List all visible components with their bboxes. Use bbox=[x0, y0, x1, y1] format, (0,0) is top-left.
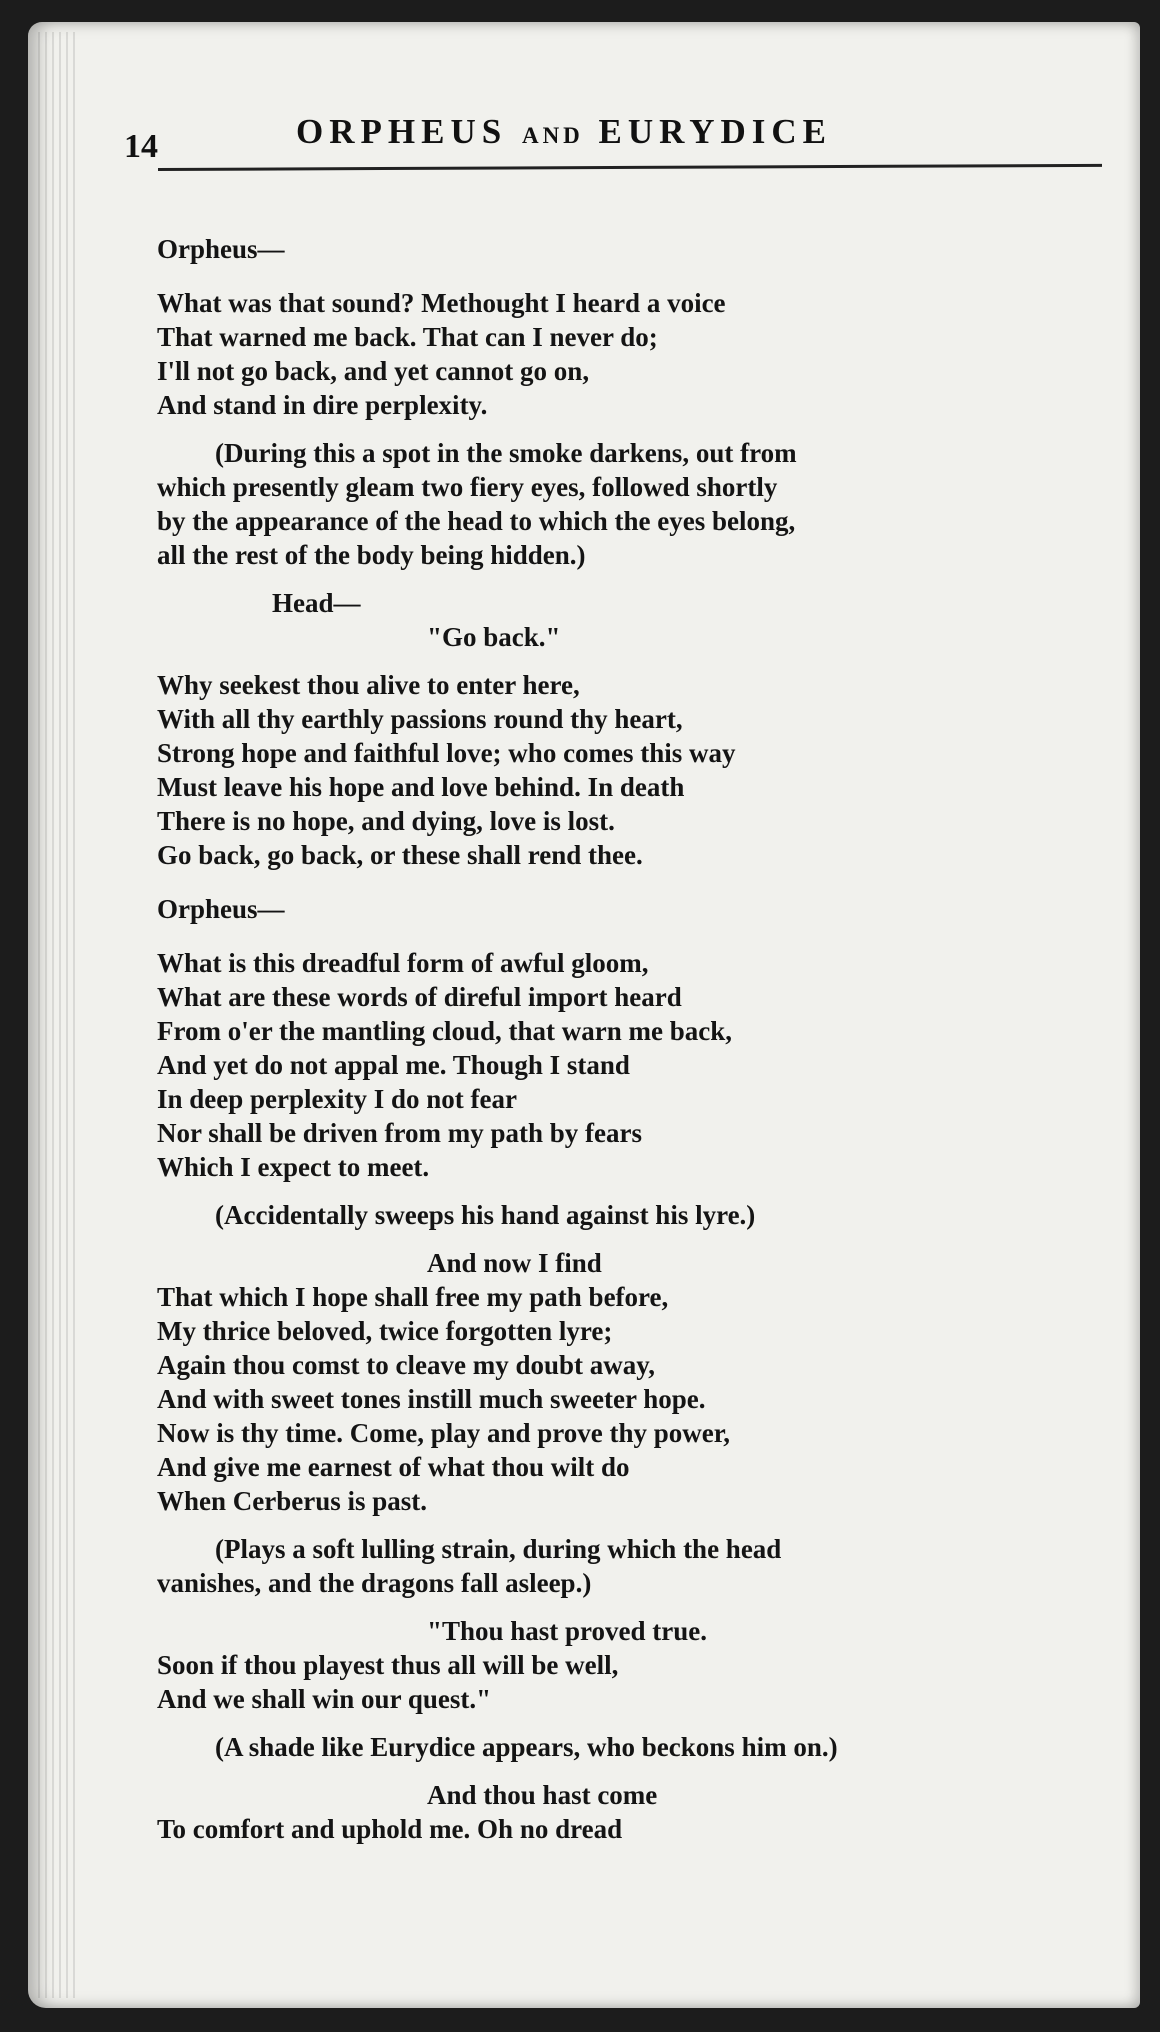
verse-line: From o'er the mantling cloud, that warn me back, bbox=[157, 1016, 732, 1046]
stage-direction: (Accidentally sweeps his hand against his lyre.) bbox=[215, 1200, 756, 1230]
verse-line: Go back, go back, or these shall rend thee. bbox=[157, 840, 643, 870]
verse-line: And give me earnest of what thou wilt do bbox=[157, 1452, 630, 1482]
verse-line: To comfort and uphold me. Oh no dread bbox=[157, 1814, 623, 1844]
running-header bbox=[124, 108, 1104, 168]
verse-line: Which I expect to meet. bbox=[157, 1152, 430, 1182]
speaker-orpheus: Orpheus— bbox=[157, 894, 285, 924]
speaker-orpheus: Orpheus— bbox=[157, 234, 285, 264]
half-line: And thou hast come bbox=[427, 1780, 658, 1810]
verse-line: With all thy earthly passions round thy heart, bbox=[157, 704, 683, 734]
verse-line: In deep perplexity I do not fear bbox=[157, 1084, 517, 1114]
verse-block bbox=[157, 946, 1117, 1184]
page-text bbox=[157, 232, 1117, 1846]
title-eurydice: EURYDICE bbox=[598, 112, 833, 151]
verse-line: That warned me back. That can I never do; bbox=[157, 322, 658, 352]
verse-line: There is no hope, and dying, love is lost. bbox=[157, 806, 615, 836]
verse-line: That which I hope shall free my path before, bbox=[157, 1282, 669, 1312]
verse-line: What are these words of direful import heard bbox=[157, 982, 682, 1012]
verse-line: Now is thy time. Come, play and prove thy power, bbox=[157, 1418, 731, 1448]
verse-line: I'll not go back, and yet cannot go on, bbox=[157, 356, 590, 386]
verse-line: Nor shall be driven from my path by fears bbox=[157, 1118, 642, 1148]
stage-direction bbox=[157, 1532, 1117, 1600]
title-orpheus: ORPHEUS bbox=[296, 112, 508, 151]
verse-line: Must leave his hope and love behind. In death bbox=[157, 772, 685, 802]
verse-line: When Cerberus is past. bbox=[157, 1486, 428, 1516]
running-title bbox=[296, 112, 832, 152]
verse-block bbox=[157, 1648, 1117, 1716]
stage-direction bbox=[157, 436, 1117, 572]
half-line: And now I find bbox=[427, 1248, 602, 1278]
verse-block bbox=[157, 1812, 1117, 1846]
verse-line: And with sweet tones instill much sweeter hope. bbox=[157, 1384, 706, 1414]
stage-line: vanishes, and the dragons fall asleep.) bbox=[157, 1568, 592, 1598]
verse-block bbox=[157, 668, 1117, 872]
stage-line: (During this a spot in the smoke darkens, out from bbox=[215, 438, 797, 468]
verse-line: And yet do not appal me. Though I stand bbox=[157, 1050, 630, 1080]
verse-line: What was that sound? Methought I heard a voice bbox=[157, 288, 726, 318]
stage-line: which presently gleam two fiery eyes, followed shortly bbox=[157, 472, 778, 502]
stage-line: (Plays a soft lulling strain, during which the head bbox=[215, 1534, 782, 1564]
speaker-head: Head— bbox=[272, 588, 361, 618]
page-number: 14 bbox=[124, 128, 158, 165]
page-edge bbox=[38, 32, 78, 1998]
verse-line: And we shall win our quest." bbox=[157, 1684, 492, 1714]
verse-line: My thrice beloved, twice forgotten lyre; bbox=[157, 1316, 613, 1346]
title-and: AND bbox=[521, 123, 584, 148]
stage-line: by the appearance of the head to which the eyes belong, bbox=[157, 506, 796, 536]
head-line: "Go back." bbox=[427, 622, 561, 652]
verse-block bbox=[157, 286, 1117, 422]
stage-line: all the rest of the body being hidden.) bbox=[157, 540, 586, 570]
verse-line: Soon if thou playest thus all will be well, bbox=[157, 1650, 619, 1680]
verse-line: Again thou comst to cleave my doubt away, bbox=[157, 1350, 655, 1380]
stage-direction: (A shade like Eurydice appears, who beckons him on.) bbox=[215, 1732, 838, 1762]
verse-block bbox=[157, 1280, 1117, 1518]
half-line: "Thou hast proved true. bbox=[427, 1616, 708, 1646]
verse-line: And stand in dire perplexity. bbox=[157, 390, 488, 420]
verse-line: What is this dreadful form of awful gloom, bbox=[157, 948, 649, 978]
verse-line: Why seekest thou alive to enter here, bbox=[157, 670, 580, 700]
verse-line: Strong hope and faithful love; who comes this way bbox=[157, 738, 736, 768]
